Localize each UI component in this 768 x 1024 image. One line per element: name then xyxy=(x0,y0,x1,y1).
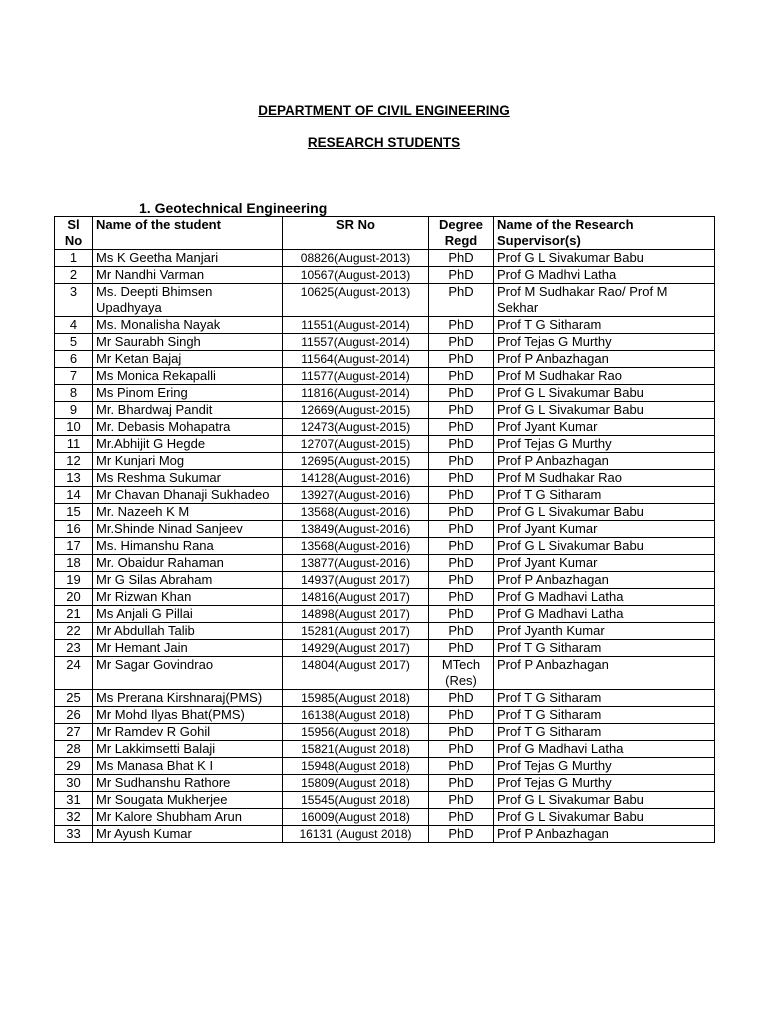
cell-sr-no: 11577(August-2014) xyxy=(283,368,429,385)
cell-student-name: Mr. Obaidur Rahaman xyxy=(93,555,283,572)
cell-sl-no: 2 xyxy=(55,267,93,284)
cell-supervisor: Prof T G Sitharam xyxy=(494,317,715,334)
cell-sr-no: 16009(August 2018) xyxy=(283,809,429,826)
table-row xyxy=(55,351,715,368)
cell-sl-no: 6 xyxy=(55,351,93,368)
cell-supervisor: Prof G L Sivakumar Babu xyxy=(494,504,715,521)
cell-degree: PhD xyxy=(429,640,494,657)
cell-supervisor: Prof Tejas G Murthy xyxy=(494,436,715,453)
cell-sl-no: 11 xyxy=(55,436,93,453)
cell-sl-no: 20 xyxy=(55,589,93,606)
cell-supervisor: Prof G L Sivakumar Babu xyxy=(494,809,715,826)
cell-supervisor: Prof T G Sitharam xyxy=(494,724,715,741)
cell-degree: PhD xyxy=(429,419,494,436)
table-row xyxy=(55,775,715,792)
table-row xyxy=(55,741,715,758)
cell-sr-no: 15985(August 2018) xyxy=(283,690,429,707)
table-row xyxy=(55,623,715,640)
cell-supervisor: Prof G Madhavi Latha xyxy=(494,606,715,623)
cell-supervisor: Prof T G Sitharam xyxy=(494,690,715,707)
cell-sr-no: 15821(August 2018) xyxy=(283,741,429,758)
cell-supervisor: Prof G L Sivakumar Babu xyxy=(494,538,715,555)
cell-student-name: Mr Rizwan Khan xyxy=(93,589,283,606)
page-subtitle: RESEARCH STUDENTS xyxy=(307,135,461,150)
cell-sr-no: 14898(August 2017) xyxy=(283,606,429,623)
cell-sr-no: 13927(August-2016) xyxy=(283,487,429,504)
table-row xyxy=(55,792,715,809)
cell-degree: PhD xyxy=(429,555,494,572)
table-row xyxy=(55,707,715,724)
cell-degree: PhD xyxy=(429,351,494,368)
header-sl-no: Sl No xyxy=(55,217,93,250)
cell-student-name: Ms Manasa Bhat K I xyxy=(93,758,283,775)
cell-sr-no: 11564(August-2014) xyxy=(283,351,429,368)
cell-supervisor: Prof Tejas G Murthy xyxy=(494,758,715,775)
cell-supervisor: Prof M Sudhakar Rao xyxy=(494,470,715,487)
cell-sr-no: 08826(August-2013) xyxy=(283,250,429,267)
cell-sl-no: 7 xyxy=(55,368,93,385)
table-row xyxy=(55,250,715,267)
cell-sl-no: 21 xyxy=(55,606,93,623)
cell-sr-no: 10567(August-2013) xyxy=(283,267,429,284)
cell-sl-no: 24 xyxy=(55,657,93,690)
cell-student-name: Mr Ramdev R Gohil xyxy=(93,724,283,741)
cell-sl-no: 29 xyxy=(55,758,93,775)
cell-degree: PhD xyxy=(429,470,494,487)
cell-sl-no: 31 xyxy=(55,792,93,809)
cell-student-name: Mr.Abhijit G Hegde xyxy=(93,436,283,453)
cell-degree: PhD xyxy=(429,250,494,267)
cell-sl-no: 23 xyxy=(55,640,93,657)
cell-sl-no: 19 xyxy=(55,572,93,589)
cell-sl-no: 12 xyxy=(55,453,93,470)
cell-sr-no: 15948(August 2018) xyxy=(283,758,429,775)
cell-supervisor: Prof P Anbazhagan xyxy=(494,572,715,589)
cell-student-name: Mr Sagar Govindrao xyxy=(93,657,283,690)
cell-degree: PhD xyxy=(429,724,494,741)
header-sr-no: SR No xyxy=(283,217,429,250)
cell-degree: PhD xyxy=(429,826,494,843)
cell-supervisor: Prof G Madhavi Latha xyxy=(494,741,715,758)
table-row xyxy=(55,572,715,589)
cell-sl-no: 5 xyxy=(55,334,93,351)
cell-sr-no: 12707(August-2015) xyxy=(283,436,429,453)
cell-degree: PhD xyxy=(429,317,494,334)
cell-degree: PhD xyxy=(429,267,494,284)
cell-supervisor: Prof Jyanth Kumar xyxy=(494,623,715,640)
table-row xyxy=(55,317,715,334)
table-row xyxy=(55,555,715,572)
cell-student-name: Mr. Nazeeh K M xyxy=(93,504,283,521)
cell-sl-no: 3 xyxy=(55,284,93,317)
cell-supervisor: Prof M Sudhakar Rao/ Prof M Sekhar xyxy=(494,284,715,317)
cell-student-name: Mr Kunjari Mog xyxy=(93,453,283,470)
cell-supervisor: Prof G Madhavi Latha xyxy=(494,589,715,606)
cell-student-name: Ms. Himanshu Rana xyxy=(93,538,283,555)
cell-sl-no: 27 xyxy=(55,724,93,741)
table-row xyxy=(55,724,715,741)
cell-sr-no: 15545(August 2018) xyxy=(283,792,429,809)
cell-sl-no: 25 xyxy=(55,690,93,707)
header-degree: Degree Regd xyxy=(429,217,494,250)
cell-sr-no: 11816(August-2014) xyxy=(283,385,429,402)
cell-degree: PhD xyxy=(429,538,494,555)
cell-sl-no: 10 xyxy=(55,419,93,436)
table-row xyxy=(55,334,715,351)
table-row xyxy=(55,521,715,538)
cell-supervisor: Prof Tejas G Murthy xyxy=(494,334,715,351)
table-row xyxy=(55,640,715,657)
cell-sl-no: 18 xyxy=(55,555,93,572)
cell-student-name: Ms. Monalisha Nayak xyxy=(93,317,283,334)
cell-supervisor: Prof G Madhvi Latha xyxy=(494,267,715,284)
cell-sl-no: 26 xyxy=(55,707,93,724)
cell-degree: MTech (Res) xyxy=(429,657,494,690)
cell-degree: PhD xyxy=(429,623,494,640)
cell-degree: PhD xyxy=(429,385,494,402)
cell-supervisor: Prof T G Sitharam xyxy=(494,707,715,724)
cell-sr-no: 14804(August 2017) xyxy=(283,657,429,690)
table-row xyxy=(55,284,715,317)
cell-supervisor: Prof G L Sivakumar Babu xyxy=(494,250,715,267)
cell-student-name: Mr Kalore Shubham Arun xyxy=(93,809,283,826)
cell-degree: PhD xyxy=(429,334,494,351)
cell-degree: PhD xyxy=(429,690,494,707)
header-student-name: Name of the student xyxy=(93,217,283,250)
cell-student-name: Mr.Shinde Ninad Sanjeev xyxy=(93,521,283,538)
cell-sr-no: 14937(August 2017) xyxy=(283,572,429,589)
cell-student-name: Ms Reshma Sukumar xyxy=(93,470,283,487)
cell-student-name: Ms Monica Rekapalli xyxy=(93,368,283,385)
cell-sr-no: 15809(August 2018) xyxy=(283,775,429,792)
cell-degree: PhD xyxy=(429,606,494,623)
cell-sl-no: 17 xyxy=(55,538,93,555)
cell-student-name: Mr Ketan Bajaj xyxy=(93,351,283,368)
cell-sl-no: 8 xyxy=(55,385,93,402)
table-row xyxy=(55,826,715,843)
cell-sr-no: 16138(August 2018) xyxy=(283,707,429,724)
cell-sr-no: 12473(August-2015) xyxy=(283,419,429,436)
cell-sl-no: 16 xyxy=(55,521,93,538)
cell-student-name: Mr Sudhanshu Rathore xyxy=(93,775,283,792)
table-row xyxy=(55,657,715,690)
table-row xyxy=(55,690,715,707)
cell-supervisor: Prof G L Sivakumar Babu xyxy=(494,402,715,419)
table-row xyxy=(55,809,715,826)
cell-student-name: Mr Mohd Ilyas Bhat(PMS) xyxy=(93,707,283,724)
cell-degree: PhD xyxy=(429,521,494,538)
cell-sr-no: 12695(August-2015) xyxy=(283,453,429,470)
section-heading: 1. Geotechnical Engineering xyxy=(139,200,328,216)
table-row xyxy=(55,538,715,555)
cell-sr-no: 15281(August 2017) xyxy=(283,623,429,640)
cell-sl-no: 32 xyxy=(55,809,93,826)
cell-supervisor: Prof P Anbazhagan xyxy=(494,351,715,368)
cell-degree: PhD xyxy=(429,809,494,826)
header-supervisor: Name of the Research Supervisor(s) xyxy=(494,217,715,250)
cell-degree: PhD xyxy=(429,436,494,453)
cell-sl-no: 15 xyxy=(55,504,93,521)
cell-supervisor: Prof P Anbazhagan xyxy=(494,453,715,470)
cell-sl-no: 33 xyxy=(55,826,93,843)
cell-student-name: Ms K Geetha Manjari xyxy=(93,250,283,267)
table-header-row xyxy=(55,217,715,250)
cell-supervisor: Prof G L Sivakumar Babu xyxy=(494,792,715,809)
table-row xyxy=(55,267,715,284)
cell-sl-no: 22 xyxy=(55,623,93,640)
students-table xyxy=(54,216,715,843)
cell-degree: PhD xyxy=(429,402,494,419)
cell-student-name: Mr. Bhardwaj Pandit xyxy=(93,402,283,419)
cell-degree: PhD xyxy=(429,368,494,385)
cell-sr-no: 13568(August-2016) xyxy=(283,504,429,521)
cell-degree: PhD xyxy=(429,589,494,606)
cell-degree: PhD xyxy=(429,741,494,758)
cell-sr-no: 15956(August 2018) xyxy=(283,724,429,741)
table-row xyxy=(55,470,715,487)
cell-sl-no: 28 xyxy=(55,741,93,758)
cell-sr-no: 12669(August-2015) xyxy=(283,402,429,419)
cell-sl-no: 4 xyxy=(55,317,93,334)
cell-sr-no: 11551(August-2014) xyxy=(283,317,429,334)
cell-supervisor: Prof M Sudhakar Rao xyxy=(494,368,715,385)
cell-student-name: Mr Ayush Kumar xyxy=(93,826,283,843)
cell-sr-no: 13849(August-2016) xyxy=(283,521,429,538)
cell-student-name: Mr. Debasis Mohapatra xyxy=(93,419,283,436)
cell-sr-no: 11557(August-2014) xyxy=(283,334,429,351)
cell-supervisor: Prof G L Sivakumar Babu xyxy=(494,385,715,402)
table-row xyxy=(55,436,715,453)
cell-student-name: Mr Sougata Mukherjee xyxy=(93,792,283,809)
cell-degree: PhD xyxy=(429,453,494,470)
cell-student-name: Mr Hemant Jain xyxy=(93,640,283,657)
cell-degree: PhD xyxy=(429,707,494,724)
cell-sr-no: 10625(August-2013) xyxy=(283,284,429,317)
cell-degree: PhD xyxy=(429,758,494,775)
cell-degree: PhD xyxy=(429,504,494,521)
table-row xyxy=(55,385,715,402)
table-row xyxy=(55,487,715,504)
cell-student-name: Ms. Deepti Bhimsen Upadhyaya xyxy=(93,284,283,317)
cell-degree: PhD xyxy=(429,572,494,589)
cell-degree: PhD xyxy=(429,775,494,792)
cell-student-name: Ms Prerana Kirshnaraj(PMS) xyxy=(93,690,283,707)
cell-supervisor: Prof T G Sitharam xyxy=(494,487,715,504)
cell-sr-no: 13877(August-2016) xyxy=(283,555,429,572)
cell-sl-no: 1 xyxy=(55,250,93,267)
cell-student-name: Ms Anjali G Pillai xyxy=(93,606,283,623)
table-row xyxy=(55,589,715,606)
cell-sl-no: 14 xyxy=(55,487,93,504)
cell-supervisor: Prof Tejas G Murthy xyxy=(494,775,715,792)
table-row xyxy=(55,419,715,436)
table-row xyxy=(55,402,715,419)
cell-student-name: Mr Abdullah Talib xyxy=(93,623,283,640)
cell-degree: PhD xyxy=(429,487,494,504)
table-row xyxy=(55,758,715,775)
cell-supervisor: Prof Jyant Kumar xyxy=(494,419,715,436)
table-row xyxy=(55,368,715,385)
cell-sr-no: 13568(August-2016) xyxy=(283,538,429,555)
table-row xyxy=(55,453,715,470)
cell-supervisor: Prof P Anbazhagan xyxy=(494,657,715,690)
department-title: DEPARTMENT OF CIVIL ENGINEERING xyxy=(258,103,510,118)
cell-supervisor: Prof Jyant Kumar xyxy=(494,555,715,572)
cell-student-name: Mr Chavan Dhanaji Sukhadeo xyxy=(93,487,283,504)
cell-degree: PhD xyxy=(429,792,494,809)
cell-sr-no: 14128(August-2016) xyxy=(283,470,429,487)
cell-student-name: Mr Saurabh Singh xyxy=(93,334,283,351)
cell-sl-no: 30 xyxy=(55,775,93,792)
cell-supervisor: Prof Jyant Kumar xyxy=(494,521,715,538)
cell-sl-no: 13 xyxy=(55,470,93,487)
cell-sr-no: 16131 (August 2018) xyxy=(283,826,429,843)
cell-sr-no: 14929(August 2017) xyxy=(283,640,429,657)
table-row xyxy=(55,606,715,623)
cell-sl-no: 9 xyxy=(55,402,93,419)
cell-student-name: Mr Lakkimsetti Balaji xyxy=(93,741,283,758)
cell-supervisor: Prof P Anbazhagan xyxy=(494,826,715,843)
cell-student-name: Mr G Silas Abraham xyxy=(93,572,283,589)
cell-student-name: Ms Pinom Ering xyxy=(93,385,283,402)
cell-student-name: Mr Nandhi Varman xyxy=(93,267,283,284)
cell-supervisor: Prof T G Sitharam xyxy=(494,640,715,657)
cell-sr-no: 14816(August 2017) xyxy=(283,589,429,606)
table-row xyxy=(55,504,715,521)
table-body xyxy=(55,250,715,843)
cell-degree: PhD xyxy=(429,284,494,317)
